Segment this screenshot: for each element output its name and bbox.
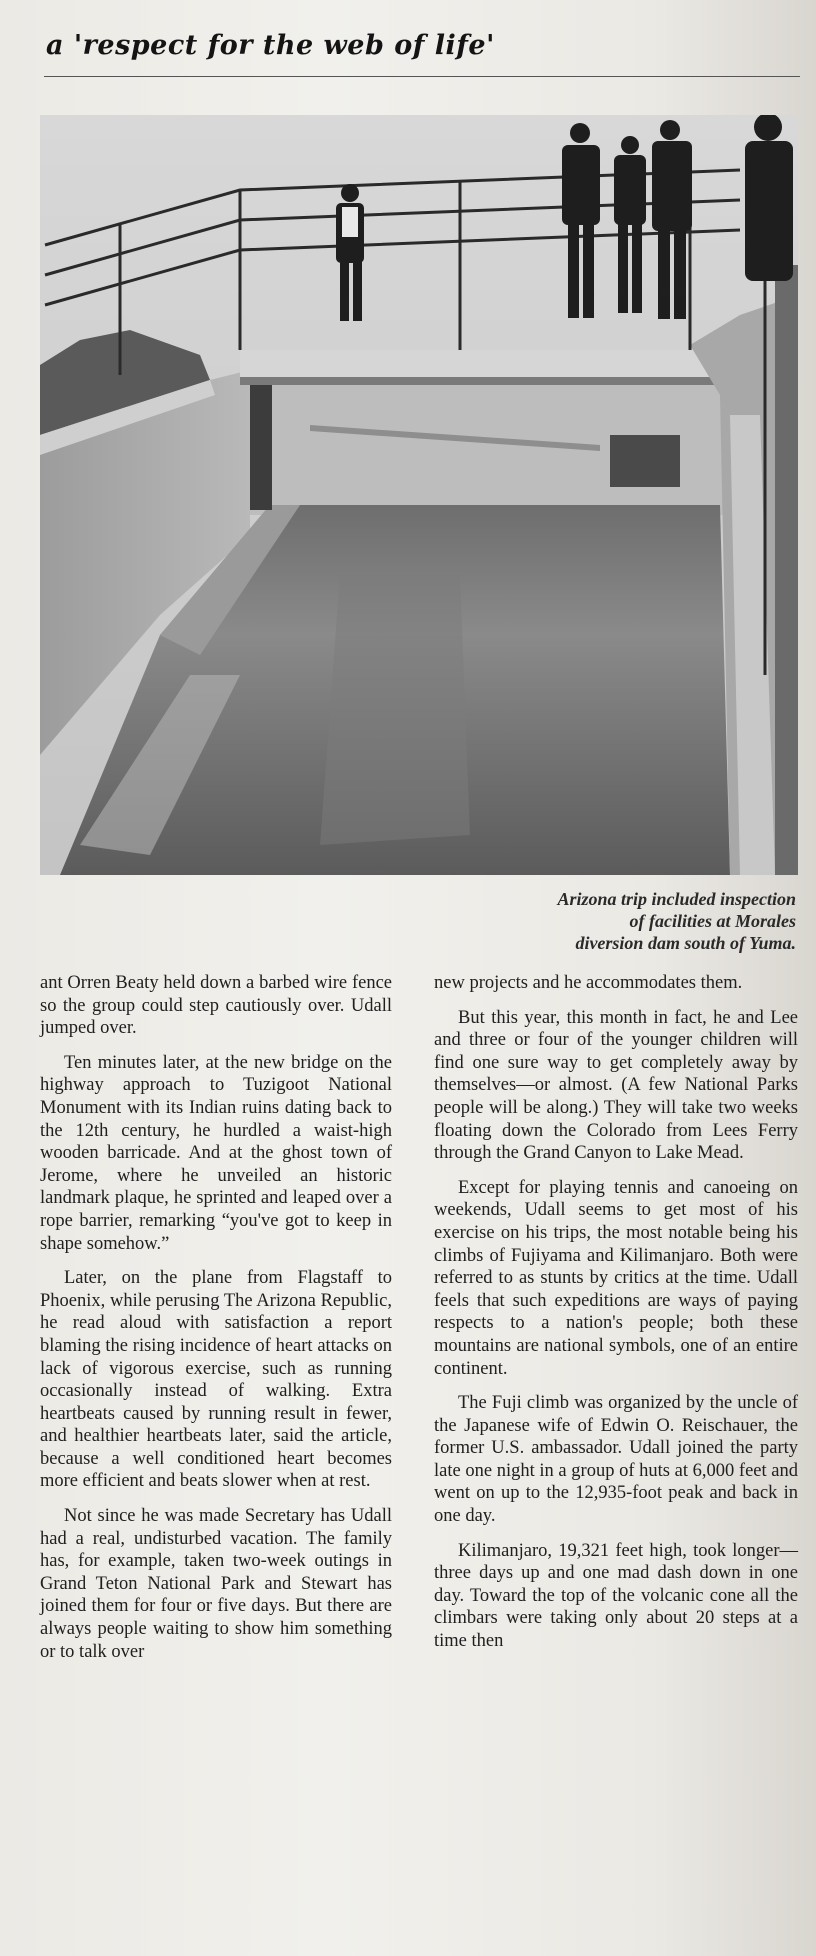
- article-paragraph: But this year, this month in fact, he and Lee and three or four of the younger children will find one sure way to get completely away by themselves—or almost. (A few National Parks people will be along.) They will take two weeks floating down the Colorado from Lees Ferry through the Grand Canyon to Lake Mead.: [434, 1007, 798, 1164]
- article-paragraph: Not since he was made Secretary has Udall had a real, undisturbed vacation. The family has, for example, taken two-week outings in Grand Teton National Park and Stewart has joined them for four or five days. But there are always people waiting to show him something or to talk over: [40, 1506, 392, 1662]
- article-right-column: [434, 972, 798, 1665]
- article-paragraph: Later, on the plane from Flagstaff to Phoenix, while perusing The Arizona Republic, he read aloud with satisfaction a report blaming the rising incidence of heart attacks on lack of vigorous exercise, such as running occasionally instead of walking. Extra heartbeats caused by running result in fewer, and healthier heartbeats later, said the article, because a well conditioned heart becomes more efficient and beats slower when at rest.: [40, 1268, 392, 1492]
- caption-line: Arizona trip included inspection: [557, 889, 796, 909]
- article-paragraph: Kilimanjaro, 19,321 feet high, took longer—three days up and one mad dash down in one day. Toward the top of the volcanic cone all the climbars were taking only about 20 steps at a time then: [434, 1540, 798, 1652]
- header-rule: [44, 76, 800, 77]
- article-left-column: [40, 972, 392, 1675]
- article-paragraph: The Fuji climb was organized by the uncle of the Japanese wife of Edwin O. Reischauer, the former U.S. ambassador. Udall joined the party late one night in a group of huts at 6,000 feet and went on up to the 12,935-foot peak and back in one day.: [434, 1393, 798, 1527]
- section-header: a 'respect for the web of life': [46, 30, 495, 61]
- photo-caption: [376, 888, 796, 954]
- article-paragraph: Ten minutes later, at the new bridge on the highway approach to Tuzigoot National Monument with its Indian ruins dating back to the 12th century, he hurdled a waist-high wooden barricade. And at the ghost town of Jerome, where he unveiled an historic landmark plaque, he sprinted and leaped over a rope barrier, remarking “you've got to keep in shape somehow.”: [40, 1052, 392, 1254]
- caption-line: diversion dam south of Yuma.: [575, 933, 796, 953]
- article-paragraph: ant Orren Beaty held down a barbed wire fence so the group could step cautiously over. Udall jumped over.: [40, 973, 392, 1039]
- article-paragraph: Except for playing tennis and canoeing on weekends, Udall seems to get most of his exercise on his trips, the most notable being his climbs of Fujiyama and Kilimanjaro. Both were referred to as stunts by critics at the time. Udall feels that such expeditions are ways of paying respects to a nation's people; both these mountains are national symbols, one of an entire continent.: [434, 1177, 798, 1379]
- caption-line: of facilities at Morales: [629, 911, 796, 931]
- dam-photo: [40, 115, 798, 875]
- article-paragraph: new projects and he accommodates them.: [434, 973, 743, 993]
